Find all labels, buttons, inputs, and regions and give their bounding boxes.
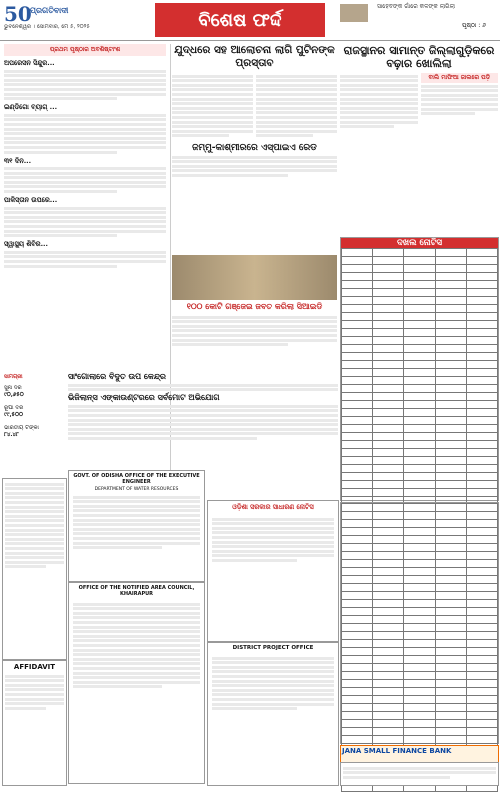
section-title: ଅପରେସନ ସିନ୍ଦୁର... <box>4 59 55 67</box>
headline: ଭିଜିଲାନ୍ସ ଏଙ୍କାଉଣ୍ଟରରେ ସର୍ବମୋଟ ଅଭିଯୋଗ <box>68 393 220 403</box>
notice-row <box>342 449 498 457</box>
odisha-govt-notice <box>207 500 339 642</box>
notice-row <box>342 465 498 473</box>
notice-row <box>342 672 498 680</box>
notice-row <box>342 736 498 744</box>
masthead: ବିଶେଷ ଫର୍ଦ୍ଦ <box>155 3 325 37</box>
notice-row <box>342 640 498 648</box>
notice-row <box>342 305 498 313</box>
notice-row <box>342 600 498 608</box>
notice-row <box>342 329 498 337</box>
notice-row <box>342 257 498 265</box>
notice-row <box>342 297 498 305</box>
notice-row <box>342 457 498 465</box>
market-item-rupee: ଭାରତୀୟ ଟଙ୍କା <box>4 425 39 431</box>
ad-title: GOVT. OF ODISHA OFFICE OF THE EXECUTIVE ENGINEER <box>73 473 200 485</box>
headline: ୧୦୦ କୋଟି ଗଞ୍ଜେଇ ଜବତ କରିଲା ସିଆଇଡି <box>186 302 323 311</box>
header <box>0 0 500 41</box>
headline: ଜମ୍ମୁ-କାଶ୍ମୀରରେ ଏସ୍ପାଇଏ ରେଡ <box>192 142 317 153</box>
possession-notice <box>340 237 499 501</box>
notice-row <box>342 592 498 600</box>
notice-row <box>342 489 498 497</box>
notice-row <box>342 616 498 624</box>
notice-row <box>342 584 498 592</box>
page-number: ପୃଷ୍ଠା : ୬ <box>462 22 486 29</box>
bank-ad-body <box>340 762 499 786</box>
market-item-gold: ସୁନା ଦର <box>4 385 22 391</box>
front-page-continuation-banner: ପ୍ରଥମ ପୃଷ୍ଠାର ଅବଶିଷ୍ଟାଂଶ <box>4 44 166 56</box>
possession-notice-continued <box>340 502 499 744</box>
affidavit-title: AFFIDAVIT <box>13 663 56 671</box>
notice-row <box>342 528 498 536</box>
notice-row <box>342 720 498 728</box>
notice-row <box>342 560 498 568</box>
notice-row <box>342 624 498 632</box>
notice-row <box>342 504 498 512</box>
govt-tender-ad <box>68 470 205 582</box>
ad-subtitle: DEPARTMENT OF WATER RESOURCES <box>94 487 179 492</box>
notice-row <box>342 696 498 704</box>
market-box: ସାମଗ୍ରୀ ସୁନା ଦର ୯୦,୬୫୦ ରୂପା ଦର ୯୯,୫୦୦ ଭାରତୀୟ ଟଙ୍କା ୮୪.୪୮ <box>4 374 64 474</box>
notice-row <box>342 544 498 552</box>
dateline: ଭୁବନେଶ୍ୱର । ସୋମବାର, ମେ ୫, ୨୦୨୫ <box>4 24 90 30</box>
notice-row <box>342 289 498 297</box>
headline: ସାଂଗୋଲାରେ ବିଦୁତ ଉପ କେନ୍ଦ୍ର <box>68 372 166 381</box>
notice-row <box>342 552 498 560</box>
ad-title: OFFICE OF THE NOTIFIED AREA COUNCIL, KHAIRAPUR <box>78 585 195 597</box>
news-photo <box>172 255 337 300</box>
notice-row <box>342 520 498 528</box>
notice-row <box>342 313 498 321</box>
notice-row <box>342 393 498 401</box>
center-mid-stories <box>172 314 337 348</box>
notice-row <box>342 712 498 720</box>
notice-row <box>342 481 498 489</box>
notice-row <box>342 385 498 393</box>
notice-row <box>342 576 498 584</box>
section-title: ସ୍ୱାସ୍ଥ୍ୟ ଶିବିର... <box>4 240 48 249</box>
notice-row <box>342 664 498 672</box>
notice-row <box>342 536 498 544</box>
logo-number: 50 <box>4 2 32 26</box>
notice-row <box>342 728 498 736</box>
ad-title: DISTRICT PROJECT OFFICE <box>232 645 314 651</box>
notice-row <box>342 281 498 289</box>
logo-name: ପ୍ରଗତିବାଦୀ <box>30 6 69 15</box>
notice-row <box>342 361 498 369</box>
right-top-story <box>340 44 498 130</box>
center-top-story <box>172 44 337 178</box>
notice-row <box>342 433 498 441</box>
market-item-silver: ରୂପା ଦର <box>4 405 24 411</box>
notice-row <box>342 377 498 385</box>
notice-row <box>342 321 498 329</box>
lower-stories <box>68 372 338 442</box>
notice-row <box>342 249 498 257</box>
notice-row <box>342 353 498 361</box>
notice-row <box>342 337 498 345</box>
notice-row <box>342 401 498 409</box>
promo-photo <box>340 4 368 22</box>
section-title: ପାକିସ୍ତାନ ଉପରେ... <box>4 196 58 205</box>
district-project-ad <box>207 642 339 786</box>
notice-title: ଓଡ଼ିଶା ସରକାର ସାଧାରଣ ନୋଟିସ <box>232 503 314 511</box>
affidavit-box <box>2 660 67 786</box>
bank-ad: JANA SMALL FINANCE BANK <box>340 745 499 763</box>
notice-row <box>342 369 498 377</box>
notice-row <box>342 512 498 520</box>
subhead-box: ବାଲି ମାଫିଆ ଜାଲରେ ପଡ଼ି <box>421 73 499 83</box>
section-title: ଇଣ୍ଡିଗୋ ବ୍ୟାଗ୍ ... <box>4 103 58 112</box>
notice-row <box>342 273 498 281</box>
notice-row <box>342 265 498 273</box>
notice-row <box>342 441 498 449</box>
classified-ads <box>2 478 67 660</box>
notice-row <box>342 425 498 433</box>
notice-row <box>342 409 498 417</box>
notice-row <box>342 656 498 664</box>
promo-text: ସାହେବଙ୍କ ଗାଁରେ କଳଙ୍କ ଲାଗିଲା <box>377 3 455 10</box>
notice-row <box>342 608 498 616</box>
notice-title: ଦଖଲ ନୋଟିସ <box>341 238 498 248</box>
notice-row <box>342 417 498 425</box>
notice-row <box>342 473 498 481</box>
headline: ଯୁଦ୍ଧରେ ସହ ଆଲୋଚନା ଲାଗି ପୁଟିନଙ୍କ ପ୍ରସ୍ତାବ <box>174 44 335 69</box>
section-title: ୩୧ ଦିନ... <box>4 156 32 165</box>
headline: ରାଜସ୍ଥାନର ସାମାନ୍ତ ଜିଲ୍ଲାଗୁଡ଼ିକରେ ବଢ଼ାର ଖୋଲିଲା <box>343 44 495 70</box>
notice-row <box>342 680 498 688</box>
notice-row <box>342 704 498 712</box>
notice-row <box>342 345 498 353</box>
office-notice-ad <box>68 582 205 784</box>
notice-row <box>342 568 498 576</box>
notice-row <box>342 648 498 656</box>
notice-row <box>342 632 498 640</box>
market-label: ସାମଗ୍ରୀ <box>4 374 23 380</box>
notice-row <box>342 688 498 696</box>
